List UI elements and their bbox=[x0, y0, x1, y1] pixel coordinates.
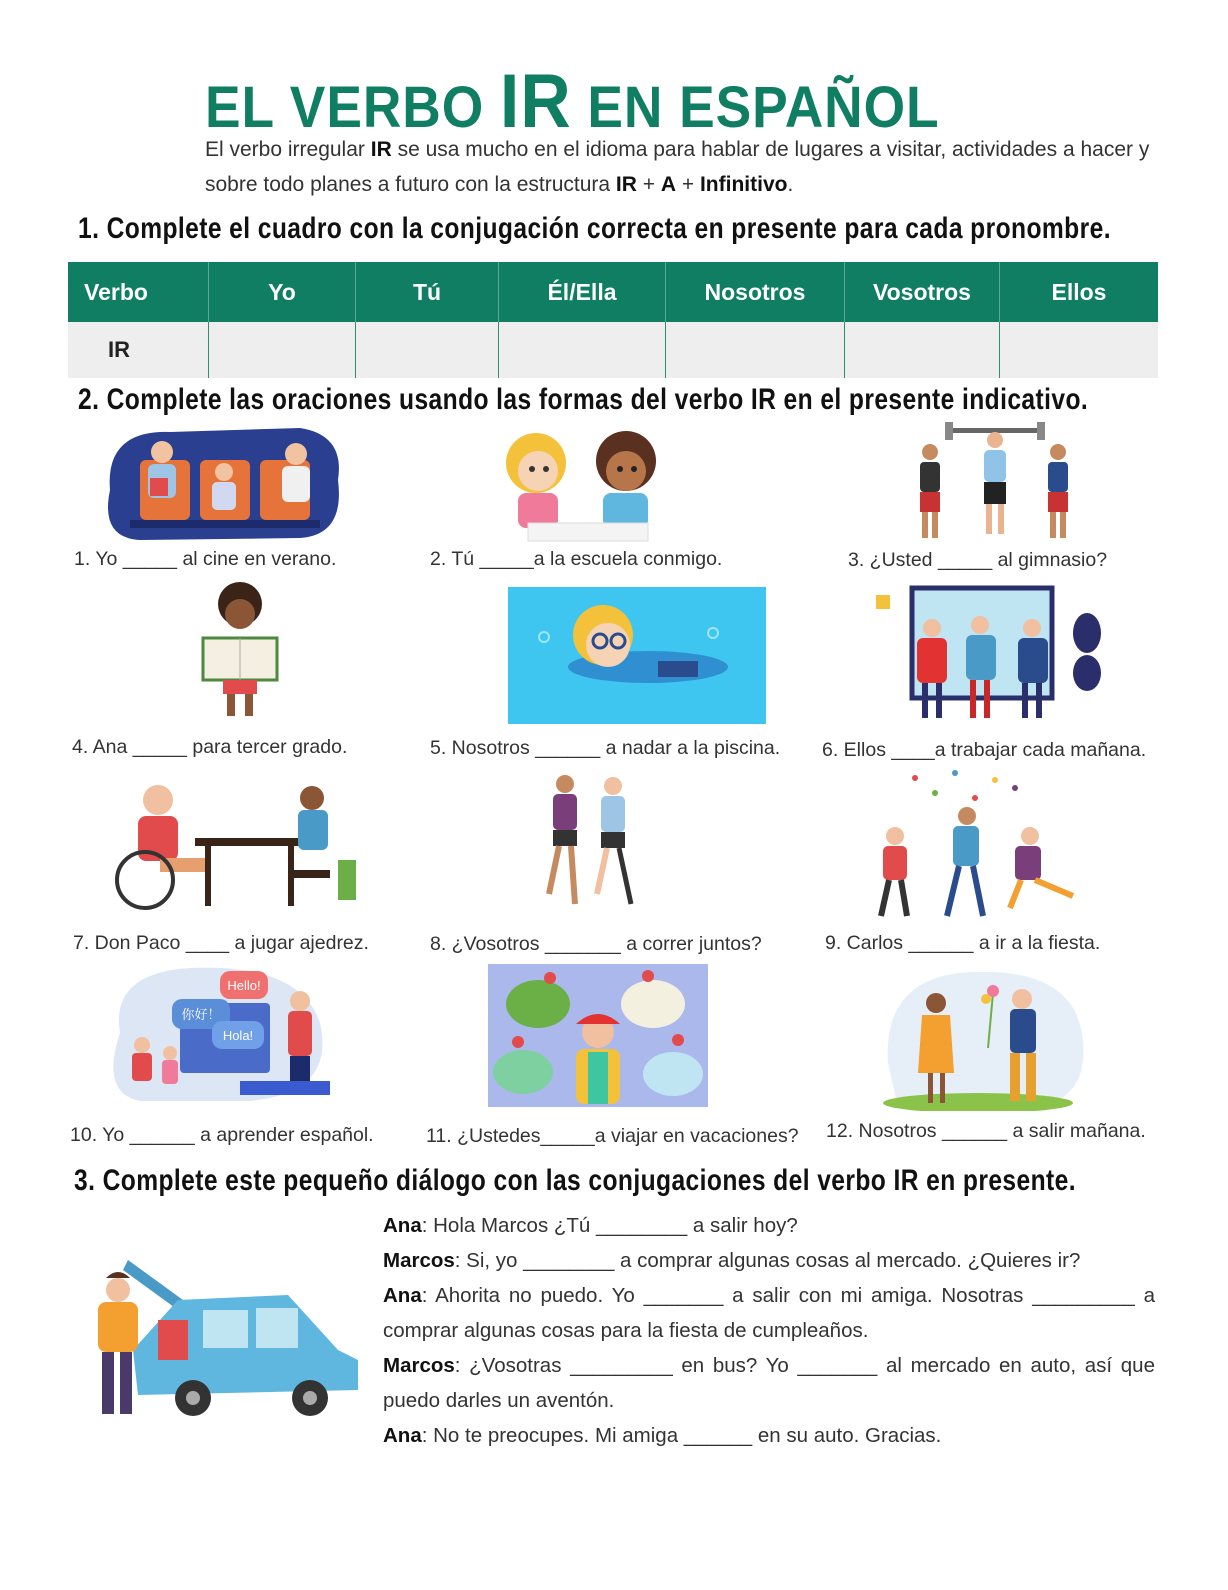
intro-text: + bbox=[636, 173, 661, 196]
table-header: Verbo bbox=[68, 262, 209, 322]
travel-illustration bbox=[488, 964, 708, 1107]
couple-illustration bbox=[878, 963, 1090, 1111]
intro-paragraph bbox=[205, 132, 1155, 202]
conjugation-table bbox=[68, 262, 1158, 378]
table-row bbox=[68, 322, 1158, 378]
title-text-end: EN ESPAÑOL bbox=[571, 75, 940, 140]
speech-bubble-nihao: 你好！ bbox=[181, 1008, 221, 1023]
cinema-illustration bbox=[100, 420, 345, 545]
speech-bubble-hello: Hello! bbox=[227, 978, 261, 993]
swimmer-illustration bbox=[508, 587, 766, 724]
dialogue-text: : Hola Marcos ¿Tú ________ a salir hoy? bbox=[421, 1214, 798, 1237]
intro-bold: IR bbox=[615, 173, 637, 196]
answer-cell-el[interactable] bbox=[499, 322, 666, 378]
party-illustration bbox=[865, 768, 1085, 920]
answer-cell-vosotros[interactable] bbox=[845, 322, 1000, 378]
intro-text: se usa mucho en el idioma para hablar de lugares a visitar, actividades a hacer y sobre todo planes a futuro con la estructura bbox=[205, 138, 1150, 196]
dialogue-line bbox=[383, 1418, 1155, 1453]
table-header: Él/Ella bbox=[499, 262, 666, 322]
sentence-7: 7. Don Paco ____ a jugar ajedrez. bbox=[73, 932, 369, 954]
answer-cell-tu[interactable] bbox=[356, 322, 499, 378]
section-2-heading: 2. Complete las oraciones usando las formas del verbo IR en el presente indicativo. bbox=[78, 383, 1089, 416]
sentence-4: 4. Ana _____ para tercer grado. bbox=[72, 736, 348, 758]
intro-text: . bbox=[787, 173, 794, 196]
table-header: Tú bbox=[356, 262, 499, 322]
dialogue-text: : No te preocupes. Mi amiga ______ en su auto. Gracias. bbox=[421, 1424, 942, 1447]
dialogue-line bbox=[383, 1278, 1155, 1348]
table-header: Yo bbox=[209, 262, 356, 322]
dialogue bbox=[383, 1208, 1155, 1453]
sentence-1: 1. Yo _____ al cine en verano. bbox=[74, 548, 337, 570]
table-cell-verb: IR bbox=[68, 322, 209, 378]
intro-text: El verbo irregular bbox=[205, 138, 371, 161]
language-class-illustration bbox=[100, 963, 336, 1105]
reading-girl-illustration bbox=[195, 582, 285, 722]
dialogue-line bbox=[383, 1243, 1155, 1278]
sentence-5: 5. Nosotros ______ a nadar a la piscina. bbox=[430, 737, 781, 759]
sentence-2: 2. Tú _____a la escuela conmigo. bbox=[430, 548, 723, 570]
answer-cell-yo[interactable] bbox=[209, 322, 356, 378]
dialogue-line bbox=[383, 1348, 1155, 1418]
answer-cell-ellos[interactable] bbox=[1000, 322, 1159, 378]
sentence-11: 11. ¿Ustedes_____a viajar en vacaciones? bbox=[426, 1125, 799, 1147]
intro-bold: Infinitivo bbox=[699, 173, 788, 196]
sentence-10: 10. Yo ______ a aprender español. bbox=[70, 1124, 374, 1146]
chess-illustration bbox=[100, 780, 360, 915]
title-verb: IR bbox=[499, 59, 572, 144]
sentence-6: 6. Ellos ____a trabajar cada mañana. bbox=[822, 739, 1147, 761]
dialogue-line bbox=[383, 1208, 1155, 1243]
title-text: EL VERBO bbox=[205, 75, 500, 140]
workers-illustration bbox=[872, 583, 1107, 726]
dialogue-speaker: Marcos bbox=[383, 1249, 455, 1272]
answer-cell-nosotros[interactable] bbox=[666, 322, 845, 378]
sentence-3: 3. ¿Usted _____ al gimnasio? bbox=[848, 549, 1108, 571]
table-header: Vosotros bbox=[845, 262, 1000, 322]
sentence-8: 8. ¿Vosotros _______ a correr juntos? bbox=[430, 933, 762, 955]
gym-illustration bbox=[910, 422, 1078, 544]
sentence-12: 12. Nosotros ______ a salir mañana. bbox=[826, 1120, 1146, 1142]
car-illustration bbox=[88, 1240, 363, 1422]
school-kids-illustration bbox=[488, 423, 673, 548]
dialogue-speaker: Ana bbox=[383, 1214, 422, 1237]
intro-bold: A bbox=[660, 173, 677, 196]
section-1-heading: 1. Complete el cuadro con la conjugación correcta en presente para cada pronombre. bbox=[78, 212, 1111, 245]
dialogue-text: : Si, yo ________ a comprar algunas cosas al mercado. ¿Quieres ir? bbox=[454, 1249, 1081, 1272]
dialogue-speaker: Ana bbox=[383, 1284, 422, 1307]
dialogue-speaker: Marcos bbox=[383, 1354, 455, 1377]
intro-bold: IR bbox=[370, 138, 392, 161]
dialogue-text: : ¿Vosotras _________ en bus? Yo _______ al mercado en auto, así que puedo darles un aventón. bbox=[383, 1354, 1155, 1412]
table-header: Ellos bbox=[1000, 262, 1159, 322]
intro-text: + bbox=[676, 173, 700, 196]
runners-illustration bbox=[535, 774, 645, 914]
sentence-9: 9. Carlos ______ a ir a la fiesta. bbox=[825, 932, 1101, 954]
dialogue-text: : Ahorita no puedo. Yo _______ a salir con mi amiga. Nosotras _________ a comprar algunas cosas para la fiesta de cumpleaños. bbox=[383, 1284, 1155, 1342]
table-header-row bbox=[68, 262, 1158, 322]
dialogue-speaker: Ana bbox=[383, 1424, 422, 1447]
table-header: Nosotros bbox=[666, 262, 845, 322]
speech-bubble-hola: Hola! bbox=[222, 1028, 254, 1043]
section-3-heading: 3. Complete este pequeño diálogo con las conjugaciones del verbo IR en presente. bbox=[74, 1164, 1077, 1197]
